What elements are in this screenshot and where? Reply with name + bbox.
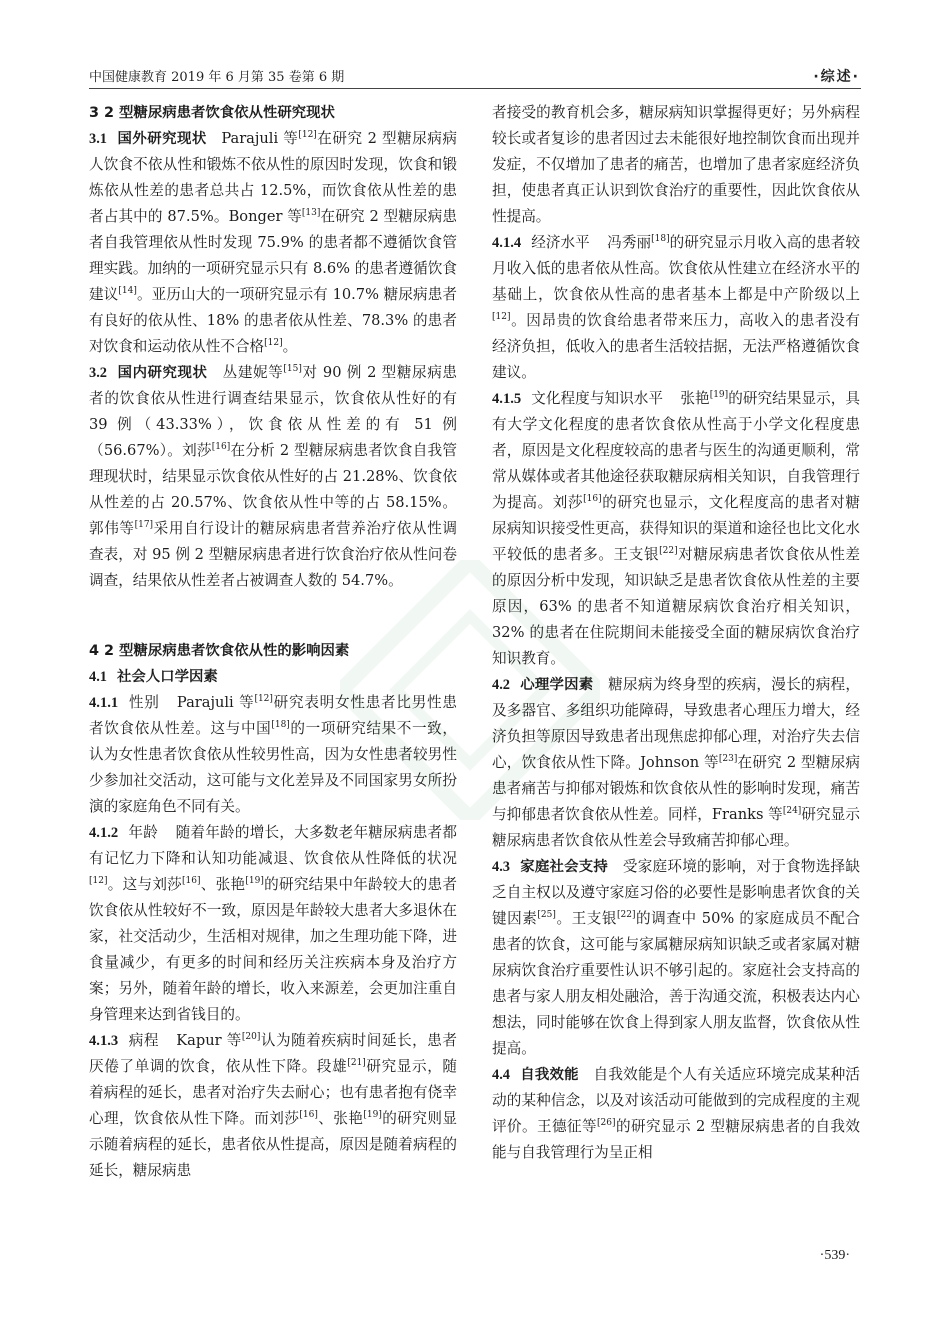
text: 采用自行设计的糖尿病患者营养治疗依从性调查表，对 95 例 2 型糖尿病患者进行饮食治疗依从性问卷调查，结果依从性差者占被调查人数的 54.7%。 xyxy=(89,520,457,589)
section-number: 4.2 xyxy=(492,677,510,693)
subsection-title: 国外研究现状 xyxy=(117,131,207,147)
citation: [17] xyxy=(134,520,154,531)
text: 张艳 xyxy=(680,390,710,407)
citation: [14] xyxy=(118,286,137,297)
citation: [12] xyxy=(492,312,511,323)
section-3-heading: 3 2 型糖尿病患者饮食依从性研究现状 xyxy=(89,105,335,121)
section-number: 4.3 xyxy=(492,859,510,875)
subsection-title: 病程 xyxy=(128,1032,159,1049)
paragraph-4-1-1 xyxy=(89,690,457,820)
paragraph-3-1 xyxy=(89,126,457,360)
right-column xyxy=(492,100,860,1166)
section-number: 4.1.5 xyxy=(492,391,522,407)
text: 在分析 2 型糖尿病患者饮食自我管理现状时，结果显示饮食依从性好的占 21.28%、饮食依从性差的占 20.57%、饮食依从性中等的占 58.15%。郭伟等 xyxy=(89,442,457,537)
text: 糖尿病为终身型的疾病，漫长的病程，及多器官、多组织功能障碍，导致患者心理压力增大，经济负担等原因导致患者出现焦虑抑郁心理，对治疗失去信心，饮食依从性下降。Johnson 等 xyxy=(492,676,860,771)
citation: [25] xyxy=(537,910,556,921)
text: 丛建妮等 xyxy=(222,364,284,381)
subsection-title: 家庭社会支持 xyxy=(520,859,609,875)
text: 在研究 2 型糖尿病患者痛苦与抑郁对锻炼和饮食依从性的影响时发现，痛苦与抑郁患者饮食依从性差。同样，Franks 等 xyxy=(492,754,860,823)
text: 的研究显示月收入高的患者较月收入低的患者依从性高。饮食依从性建立在经济水平的基础上，饮食依从性高的患者基本上都是中产阶级以上 xyxy=(492,234,860,303)
paragraph-4-4 xyxy=(492,1062,860,1166)
section-number: 3.1 xyxy=(89,131,107,147)
citation: [22] xyxy=(617,910,636,921)
paragraph-4-1-5 xyxy=(492,386,860,672)
citation: [15] xyxy=(283,364,302,375)
left-column xyxy=(89,100,457,1184)
text: 研究显示，随着病程的延长，患者对治疗失去耐心；也有患者抱有侥幸心理，饮食依从性下降。而刘莎 xyxy=(89,1058,457,1127)
citation: [26] xyxy=(597,1118,616,1129)
citation: [12] xyxy=(264,338,283,349)
subsection-title: 自我效能 xyxy=(520,1067,579,1083)
text: 研究显示糖尿病患者饮食依从性差会导致痛苦抑郁心理。 xyxy=(492,806,860,849)
subsection-title: 社会人口学因素 xyxy=(117,669,218,685)
paragraph-4-1-4 xyxy=(492,230,860,386)
text: 对 90 例 2 型糖尿病患者的饮食依从性进行调查结果显示，饮食依从性好的有 39 例（43.33%），饮食依从性差的有 51 例（56.67%）。刘莎 xyxy=(89,364,457,459)
subsection-4-1-heading xyxy=(89,664,457,690)
citation: [16] xyxy=(211,442,231,453)
subsection-title: 文化程度与知识水平 xyxy=(531,390,664,407)
text: 。 xyxy=(282,338,298,355)
section-number: 4.1.1 xyxy=(89,695,119,711)
subsection-title: 心理学因素 xyxy=(520,677,594,693)
section-4-heading: 4 2 型糖尿病患者饮食依从性的影响因素 xyxy=(89,643,350,659)
text: Parajuli 等 xyxy=(221,130,299,147)
text: 受家庭环境的影响，对于食物选择缺乏自主权以及遵守家庭习俗的必要性是影响患者饮食的关键因素 xyxy=(492,858,860,927)
journal-header: 中国健康教育 2019 年 6 月第 35 卷第 6 期 xyxy=(89,70,345,85)
text: 的研究结果显示，具有大学文化程度的患者饮食依从性高于小学文化程度患者，原因是文化程度较高的患者与医生的沟通更顺利，常常从媒体或者其他途径获取糖尿病相关知识，自我管理行为提高。刘莎 xyxy=(492,390,860,511)
citation: [23] xyxy=(718,754,738,765)
citation: [13] xyxy=(301,208,321,219)
text: 认为随着疾病时间延长，患者厌倦了单调的饮食，依从性下降。段雄 xyxy=(89,1032,457,1075)
citation: [12] xyxy=(254,694,273,705)
text: 的调查中 50% 的家庭成员不配合患者的饮食，这可能与家属糖尿病知识缺乏或者家属对糖尿病饮食治疗重要性认识不够引起的。家庭社会支持高的患者与家人朋友相处融洽，善于沟通交流，积极表达内心想法，同时能够在饮食上得到家人朋友监督，饮食依从性提高。 xyxy=(492,910,860,1057)
text: 的一项研究结果不一致，认为女性患者饮食依从性较男性高，因为女性患者较男性少参加社交活动，这可能与文化差异及不同国家男女所扮演的家庭角色不同有关。 xyxy=(89,720,457,815)
paragraph-4-2 xyxy=(492,672,860,854)
text: 。亚历山大的一项研究显示有 10.7% 糖尿病患者有良好的依从性、18% 的患者依从性差、78.3% 的患者对饮食和运动依从性不合格 xyxy=(89,286,457,355)
text: 、张艳 xyxy=(317,1110,364,1127)
text: 的研究结果中年龄较大的患者饮食依从性较好不一致，原因是年龄较大患者大多退休在家，社交活动少，生活相对规律，加之生理功能下降，进食量减少，有更多的时间和经历关注疾病本身及治疗方案；另外，随着年龄的增长，收入来源差，会更加注重自身管理来达到省钱目的。 xyxy=(89,876,457,1023)
text: 的研究也显示，文化程度高的患者对糖尿病知识接受性更高，获得知识的渠道和途径也比文化水平较低的患者多。王支银 xyxy=(492,494,860,563)
section-number: 4.1.4 xyxy=(492,235,522,251)
text: 在研究 2 型糖尿病患者自我管理依从性时发现 75.9% 的患者都不遵循饮食管理实践。加纳的一项研究显示只有 8.6% 的患者遵循饮食建议 xyxy=(89,208,457,303)
section-number: 3.2 xyxy=(89,365,107,381)
section-number: 4.4 xyxy=(492,1067,510,1083)
text: 的研究显示 2 型糖尿病患者的自我效能与自我管理行为呈正相 xyxy=(492,1118,860,1161)
paragraph-3-2 xyxy=(89,360,457,594)
citation: [21] xyxy=(347,1058,366,1069)
text: 。因昂贵的饮食给患者带来压力，高收入的患者没有经济负担，低收入的患者生活较拮据，无法严格遵循饮食建议。 xyxy=(492,312,860,381)
text: 在研究 2 型糖尿病病人饮食不依从性和锻炼不依从性的原因时发现，饮食和锻炼依从性差的患者总共占 12.5%，而饮食依从性差的患者占其中的 87.5%。Bonger 等 xyxy=(89,130,457,225)
subsection-title: 国内研究现状 xyxy=(117,365,208,381)
header-rule xyxy=(89,88,861,89)
text: 自我效能是个人有关适应环境完成某种活动的某种信念，以及对该活动可能做到的完成程度的主观评价。王德征等 xyxy=(492,1066,860,1135)
text: 。王支银 xyxy=(555,910,618,927)
citation: [16] xyxy=(583,494,602,505)
citation: [16] xyxy=(182,876,201,887)
citation: [22] xyxy=(659,546,678,557)
text: Parajuli 等 xyxy=(176,694,255,711)
text: Kapur 等 xyxy=(176,1032,242,1049)
paragraph-continued: 者接受的教育机会多，糖尿病知识掌握得更好；另外病程较长或者复诊的患者因过去未能很好地控制饮食而出现并发症，不仅增加了患者的痛苦，也增加了患者家庭经济负担，使患者真正认识到饮食治疗的重要性，因此饮食依从性提高。 xyxy=(492,104,860,225)
page-number: ·539· xyxy=(819,1248,850,1263)
section-number: 4.1.2 xyxy=(89,825,119,841)
paragraph-4-3 xyxy=(492,854,860,1062)
subsection-title: 经济水平 xyxy=(531,234,590,251)
citation: [18] xyxy=(271,720,290,731)
section-number: 4.1.3 xyxy=(89,1033,119,1049)
section-label: ·综述· xyxy=(813,69,860,85)
text: 冯秀丽 xyxy=(607,234,652,251)
citation: [12] xyxy=(298,130,317,141)
citation: [16] xyxy=(299,1110,318,1121)
citation: [12] xyxy=(89,876,108,887)
text: 。这与刘莎 xyxy=(107,876,183,893)
text: 对糖尿病患者饮食依从性差的原因分析中发现，知识缺乏是患者饮食依从性差的主要原因，63% 的患者不知道糖尿病饮食治疗相关知识，32% 的患者在住院期间未能接受全面的糖尿病饮食治疗知识教育。 xyxy=(492,546,860,667)
text: 研究表明女性患者比男性患者饮食依从性差。这与中国 xyxy=(89,694,457,737)
citation: [19] xyxy=(709,390,729,401)
subsection-title: 年龄 xyxy=(128,824,159,841)
section-number: 4.1 xyxy=(89,669,107,685)
subsection-title: 性别 xyxy=(128,694,160,711)
citation: [19] xyxy=(363,1110,382,1121)
text: 的研究则显示随着病程的延长，患者依从性提高，原因是随着病程的延长，糖尿病患 xyxy=(89,1110,457,1179)
citation: [19] xyxy=(245,876,264,887)
citation: [24] xyxy=(782,806,802,817)
text: 随着年龄的增长，大多数老年糖尿病患者都有记忆力下降和认知功能减退、饮食依从性降低的状况 xyxy=(89,824,457,867)
citation: [20] xyxy=(241,1032,261,1043)
paragraph-4-1-3 xyxy=(89,1028,457,1184)
text: 、张艳 xyxy=(200,876,246,893)
paragraph-4-1-2 xyxy=(89,820,457,1028)
citation: [18] xyxy=(651,234,670,245)
